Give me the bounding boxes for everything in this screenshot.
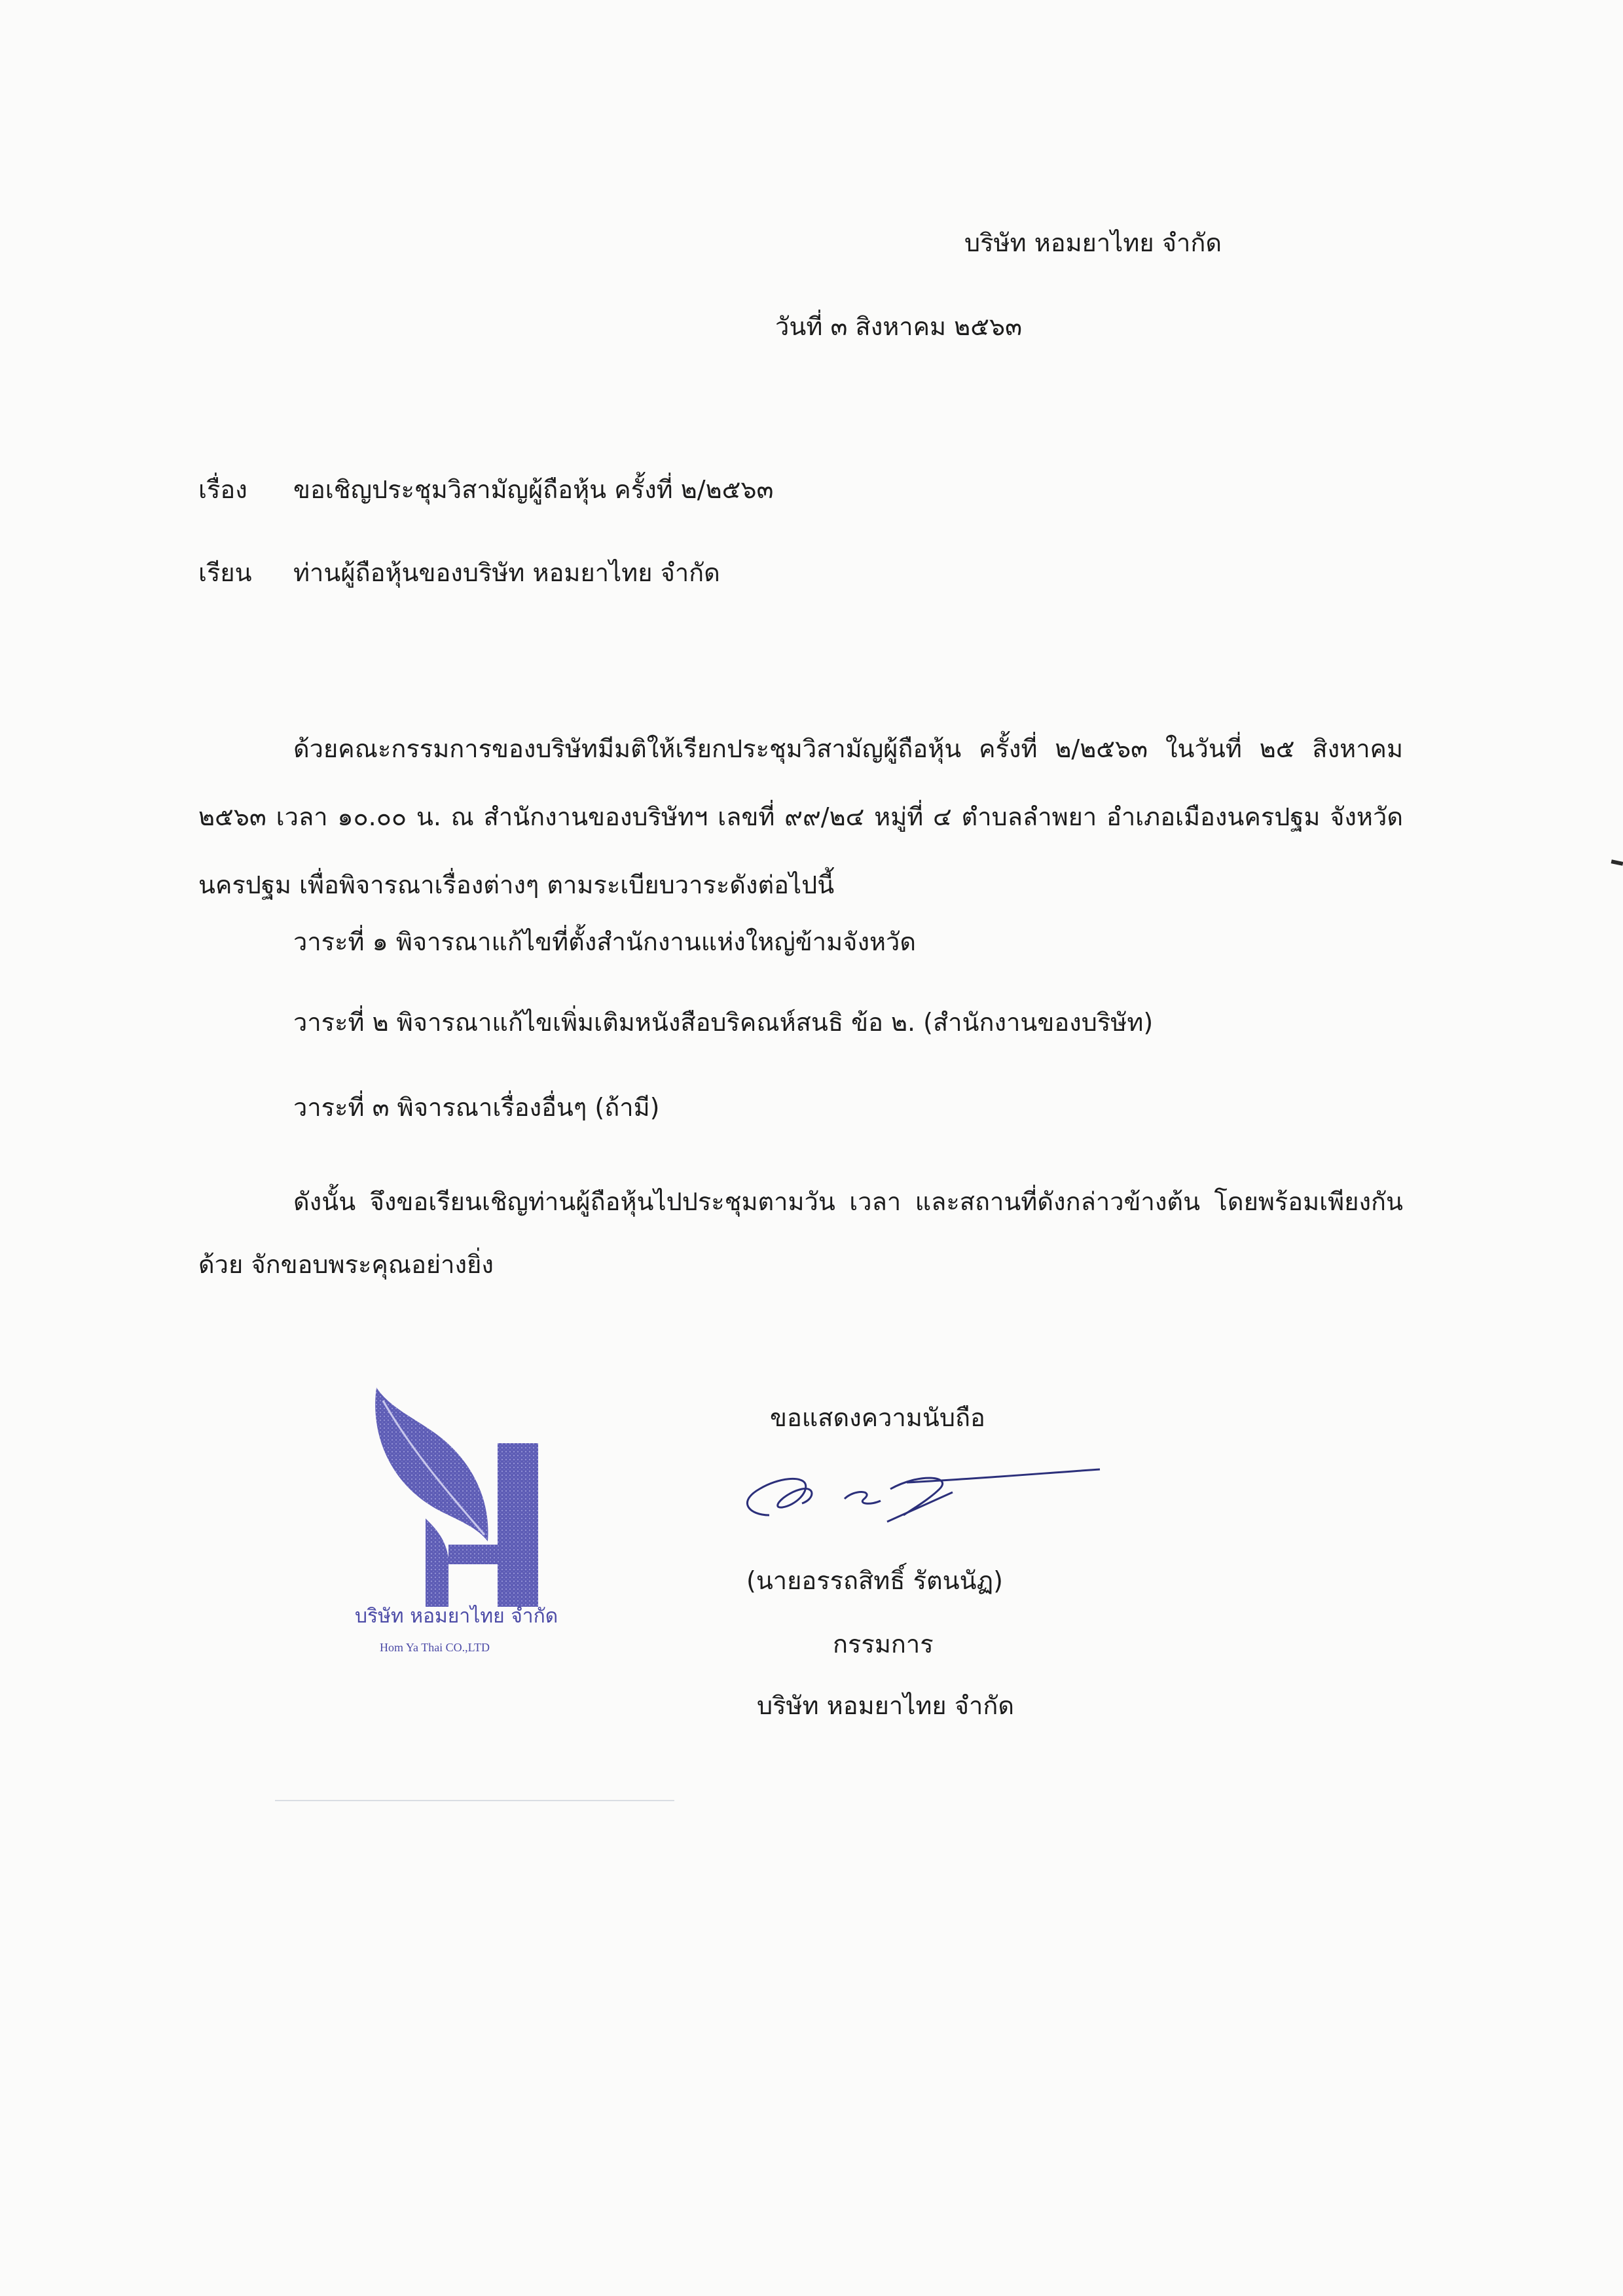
company-logo-stamp (354, 1388, 615, 1676)
closing-paragraph: ดังนั้น จึงขอเรียนเชิญท่านผู้ถือหุ้นไปประชุมตามวัน เวลา และสถานที่ดังกล่าวข้างต้น โดยพร้อมเพียงกันด้วย จักขอบพระคุณอย่างยิ่ง (198, 1187, 1403, 1279)
subject-label: เรื่อง (198, 475, 247, 504)
signatory-name: (นายอรรถสิทธิ์ รัตนนัฏ) (746, 1566, 1003, 1595)
header-company-name: บริษัท หอมยาไทย จำกัด (964, 228, 1222, 257)
leaf-h-logo-icon (363, 1388, 573, 1610)
signatory-company: บริษัท หอมยาไทย จำกัด (757, 1691, 1015, 1720)
signatory-position: กรรมการ (833, 1630, 934, 1659)
closing-regards: ขอแสดงความนับถือ (770, 1403, 985, 1432)
recipient-text: ท่านผู้ถือหุ้นของบริษัท หอมยาไทย จำกัด (293, 558, 720, 587)
scan-edge-mark (1611, 859, 1623, 866)
handwritten-signature-icon (723, 1443, 1116, 1541)
logo-thai-name: บริษัท หอมยาไทย จำกัด (355, 1605, 558, 1628)
logo-english-name: Hom Ya Thai CO.,LTD (380, 1641, 490, 1654)
agenda-item-2: วาระที่ ๒ พิจารณาแก้ไขเพิ่มเติมหนังสือบริคณห์สนธิ ข้อ ๒. (สำนักงานของบริษัท) (293, 1008, 1154, 1037)
agenda-item-3: วาระที่ ๓ พิจารณาเรื่องอื่นๆ (ถ้ามี) (293, 1093, 660, 1122)
letter-date: วันที่ ๓ สิงหาคม ๒๕๖๓ (775, 312, 1023, 341)
recipient-label: เรียน (198, 558, 252, 587)
body-paragraph: ด้วยคณะกรรมการของบริษัทมีมติให้เรียกประชุมวิสามัญผู้ถือหุ้น ครั้งที่ ๒/๒๕๖๓ ในวันที่ ๒๕ สิงหาคม ๒๕๖๓ เวลา ๑๐.๐๐ น. ณ สำนักงานของบริษัทฯ เลขที่ ๙๙/๒๔ หมู่ที่ ๔ ตำบลลำพยา อำเภอเมืองนครปฐม จังหวัดนครปฐม เพื่อพิจารณาเรื่องต่างๆ ตามระเบียบวาระดังต่อไปนี้ (198, 734, 1403, 899)
agenda-item-1: วาระที่ ๑ พิจารณาแก้ไขที่ตั้งสำนักงานแห่งใหญ่ข้ามจังหวัด (293, 927, 917, 956)
subject-text: ขอเชิญประชุมวิสามัญผู้ถือหุ้น ครั้งที่ ๒/๒๕๖๓ (293, 475, 774, 504)
scan-artifact-line (275, 1800, 674, 1801)
